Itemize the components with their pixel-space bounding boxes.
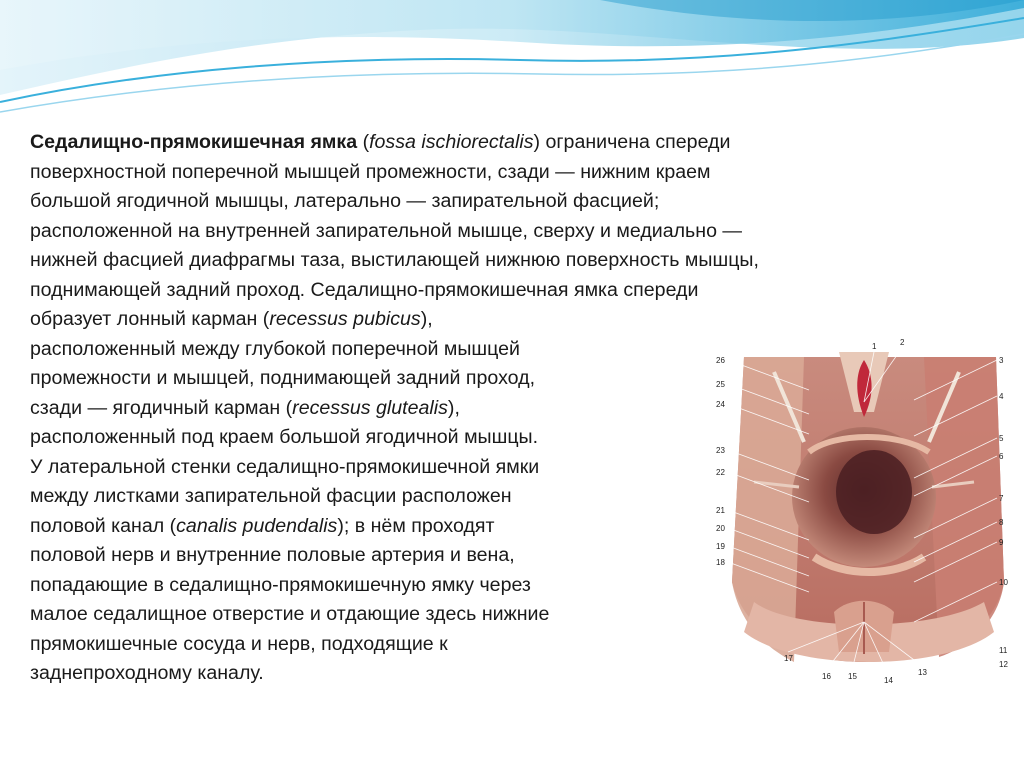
figure-label: 19 xyxy=(716,542,725,551)
text-segment: образует лонный карман ( xyxy=(30,308,270,330)
text-segment: попадающие в седалищно-прямокишечную ямку через xyxy=(30,573,531,596)
text-line xyxy=(30,246,1010,276)
figure-label: 14 xyxy=(884,676,893,685)
text-line xyxy=(30,217,1010,247)
text-segment: ) ограничена спереди xyxy=(533,131,731,153)
text-segment: промежности и мышцей, поднимающей задний проход, xyxy=(30,367,536,389)
figure-label: 24 xyxy=(716,400,725,409)
figure-label: 18 xyxy=(716,558,725,567)
latin-term: recessus glutealis xyxy=(292,396,448,419)
figure-label: 16 xyxy=(822,672,831,681)
text-segment: большой ягодичной мышцы, латерально — запирательной фасцией; xyxy=(30,190,660,212)
figure-label: 22 xyxy=(716,468,725,477)
text-line xyxy=(30,158,1010,188)
latin-term: recessus pubicus xyxy=(269,308,421,330)
text-segment: малое седалищное отверстие и отдающие здесь нижние xyxy=(30,603,550,625)
text-segment: расположенной на внутренней запирательной мышце, сверху и медиально — xyxy=(30,219,743,242)
term-bold: Седалищно-прямокишечная ямка xyxy=(30,131,358,153)
text-line xyxy=(30,276,1010,306)
figure-label: 8 xyxy=(999,518,1004,527)
figure-label: 17 xyxy=(784,654,793,663)
text-segment: поверхностной поперечной мышцей промежности, сзади — нижним краем xyxy=(30,160,711,183)
text-segment: У латеральной стенки седалищно-прямокишечной ямки xyxy=(30,455,540,478)
text-segment: расположенный между глубокой поперечной мышцей xyxy=(30,337,520,360)
text-segment: ), xyxy=(420,308,433,330)
figure-label: 9 xyxy=(999,538,1004,547)
figure-artwork xyxy=(732,352,1004,662)
figure-label: 12 xyxy=(999,660,1008,669)
text-segment: прямокишечные сосуда и нерв, подходящие к xyxy=(30,632,448,655)
figure-label: 1 xyxy=(872,342,877,351)
figure-label: 2 xyxy=(900,338,905,347)
figure-label: 13 xyxy=(918,668,927,677)
figure-label: 21 xyxy=(716,506,725,515)
figure-label: 20 xyxy=(716,524,725,533)
figure-label: 3 xyxy=(999,356,1004,365)
figure-label: 4 xyxy=(999,392,1004,401)
text-line xyxy=(30,305,1010,335)
text-segment: половой нерв и внутренние половые артерия и вена, xyxy=(30,544,515,566)
figure-label: 23 xyxy=(716,446,725,455)
text-segment: нижней фасцией диафрагмы таза, выстилающей нижнюю поверхность мышцы, xyxy=(30,249,759,271)
text-line xyxy=(30,187,1010,217)
header-wave-decoration xyxy=(0,0,1024,125)
text-segment: половой канал ( xyxy=(30,514,177,537)
anatomy-figure xyxy=(714,332,1014,694)
figure-label: 7 xyxy=(999,494,1004,503)
text-segment: ); в нём проходят xyxy=(337,514,495,537)
figure-label: 25 xyxy=(716,380,725,389)
text-segment: между листками запирательной фасции расположен xyxy=(30,485,512,507)
figure-label: 15 xyxy=(848,672,857,681)
text-segment: заднепроходному каналу. xyxy=(30,662,264,684)
text-segment: расположенный под краем большой ягодичной мышцы. xyxy=(30,426,539,448)
figure-label: 26 xyxy=(716,356,725,365)
latin-term: canalis pudendalis xyxy=(176,514,338,537)
figure-label: 10 xyxy=(999,578,1008,587)
figure-label: 11 xyxy=(999,646,1008,655)
figure-label: 5 xyxy=(999,434,1004,443)
text-segment: сзади — ягодичный карман ( xyxy=(30,396,293,419)
figure-label: 6 xyxy=(999,452,1004,461)
text-segment: поднимающей задний проход. Седалищно-прямокишечная ямка спереди xyxy=(30,278,699,301)
text-segment: ), xyxy=(447,396,460,419)
text-segment: ( xyxy=(357,131,370,153)
text-line xyxy=(30,128,1010,158)
latin-term: fossa ischiorectalis xyxy=(369,131,534,153)
